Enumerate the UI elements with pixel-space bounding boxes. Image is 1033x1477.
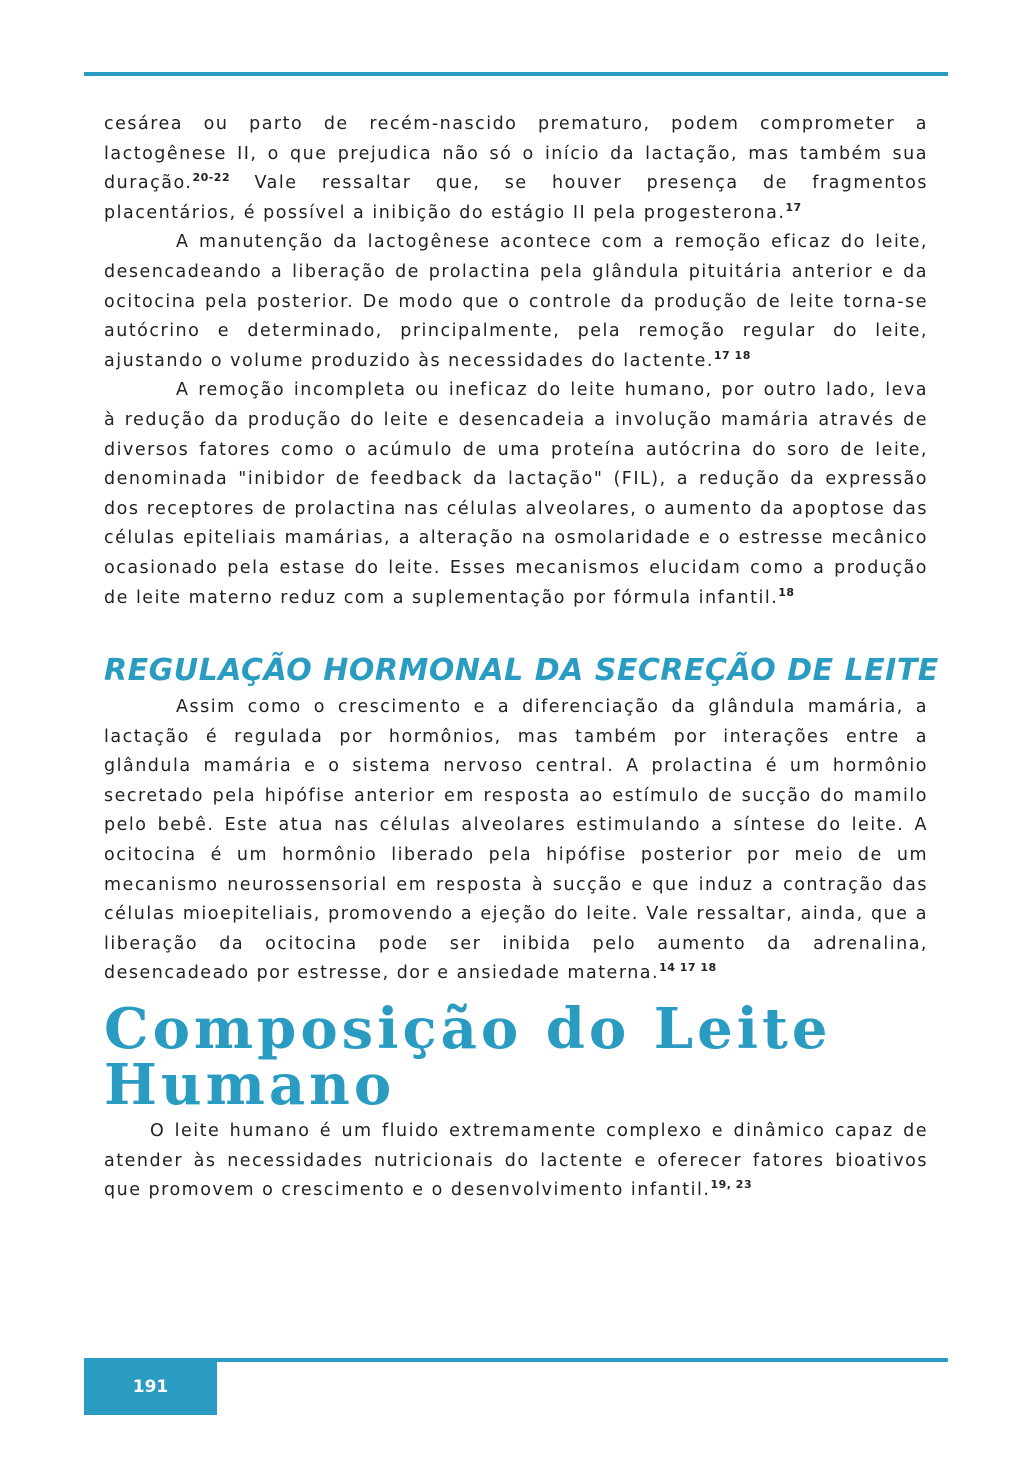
paragraph-1 [104, 110, 928, 228]
page-content [104, 110, 939, 1206]
paragraph-2-text: A manutenção da lactogênese acontece com a remoção eficaz do leite, desencadeando a liberação de prolactina pela glândula pituitária anterior e da ocitocina pela posterior. De modo que o controle da produção de leite torna-se autócrino e determinado, principalmente, pela remoção regular do leite, ajustando o volume produzido às necessidades do lactente. [104, 232, 928, 371]
citation: 17 [785, 200, 802, 214]
paragraph-2 [104, 228, 928, 376]
paragraph-4-text: Assim como o crescimento e a diferenciação da glândula mamária, a lactação é regulada por hormônios, mas também por interações entre a glândula mamária e o sistema nervoso central. A prolactina é um hormônio secretado pela hipófise anterior em resposta ao estímulo de sucção do mamilo pelo bebê. Este atua nas células alveolares estimulando a síntese do leite. A ocitocina é um hormônio liberado pela hipófise posterior por meio de um mecanismo neurossensorial em resposta à sucção e que induz a contração das células mioepiteliais, promovendo a ejeção do leite. Vale ressaltar, ainda, que a liberação da ocitocina pode ser inibida pelo aumento da adrenalina, desencadeado por estresse, dor e ansiedade materna. [104, 697, 928, 984]
page-number: 191 [132, 1376, 169, 1397]
paragraph-3 [104, 376, 928, 613]
chapter-title-line-2: Humano [104, 1052, 396, 1119]
citation: 19, 23 [710, 1178, 753, 1192]
paragraph-3-text: A remoção incompleta ou ineficaz do leite humano, por outro lado, leva à redução da produção do leite e desencadeia a involução mamária através de diversos fatores como o acúmulo de uma proteína autócrina do soro de leite, denominada "inibidor de feedback da lactação" (FIL), a redução da expressão dos receptores de prolactina nas células alveolares, o aumento da apoptose das células epiteliais mamárias, a alteração na osmolaridade e o estresse mecânico ocasionado pela estase do leite. Esses mecanismos elucidam como a produção de leite materno reduz com a suplementação por fórmula infantil. [104, 380, 928, 608]
citation: 14 17 18 [659, 961, 717, 975]
paragraph-1-text: cesárea ou parto de recém-nascido prematuro, podem comprometer a lactogênese II, o que prejudica não só o início da lactação, mas também sua duração. [104, 114, 928, 194]
paragraph-5-text: O leite humano é um fluido extremamente complexo e dinâmico capaz de atender às necessidades nutricionais do lactente e oferecer fatores bioativos que promovem o crescimento e o desenvolvimento infantil. [104, 1121, 928, 1201]
citation: 17 18 [713, 348, 751, 362]
page-number-box [84, 1358, 217, 1415]
paragraph-5 [104, 1117, 928, 1206]
citation: 20-22 [192, 171, 231, 185]
chapter-title-line-1: Composição do Leite [104, 996, 832, 1063]
section-subheading: REGULAÇÃO HORMONAL DA SECREÇÃO DE LEITE [104, 653, 939, 689]
paragraph-1-text-cont: Vale ressaltar que, se houver presença de fragmentos placentários, é possível a inibição do estágio II pela progesterona. [104, 173, 928, 223]
paragraph-4 [104, 693, 928, 989]
citation: 18 [778, 585, 795, 599]
chapter-title [104, 996, 928, 1119]
top-rule [84, 72, 948, 76]
